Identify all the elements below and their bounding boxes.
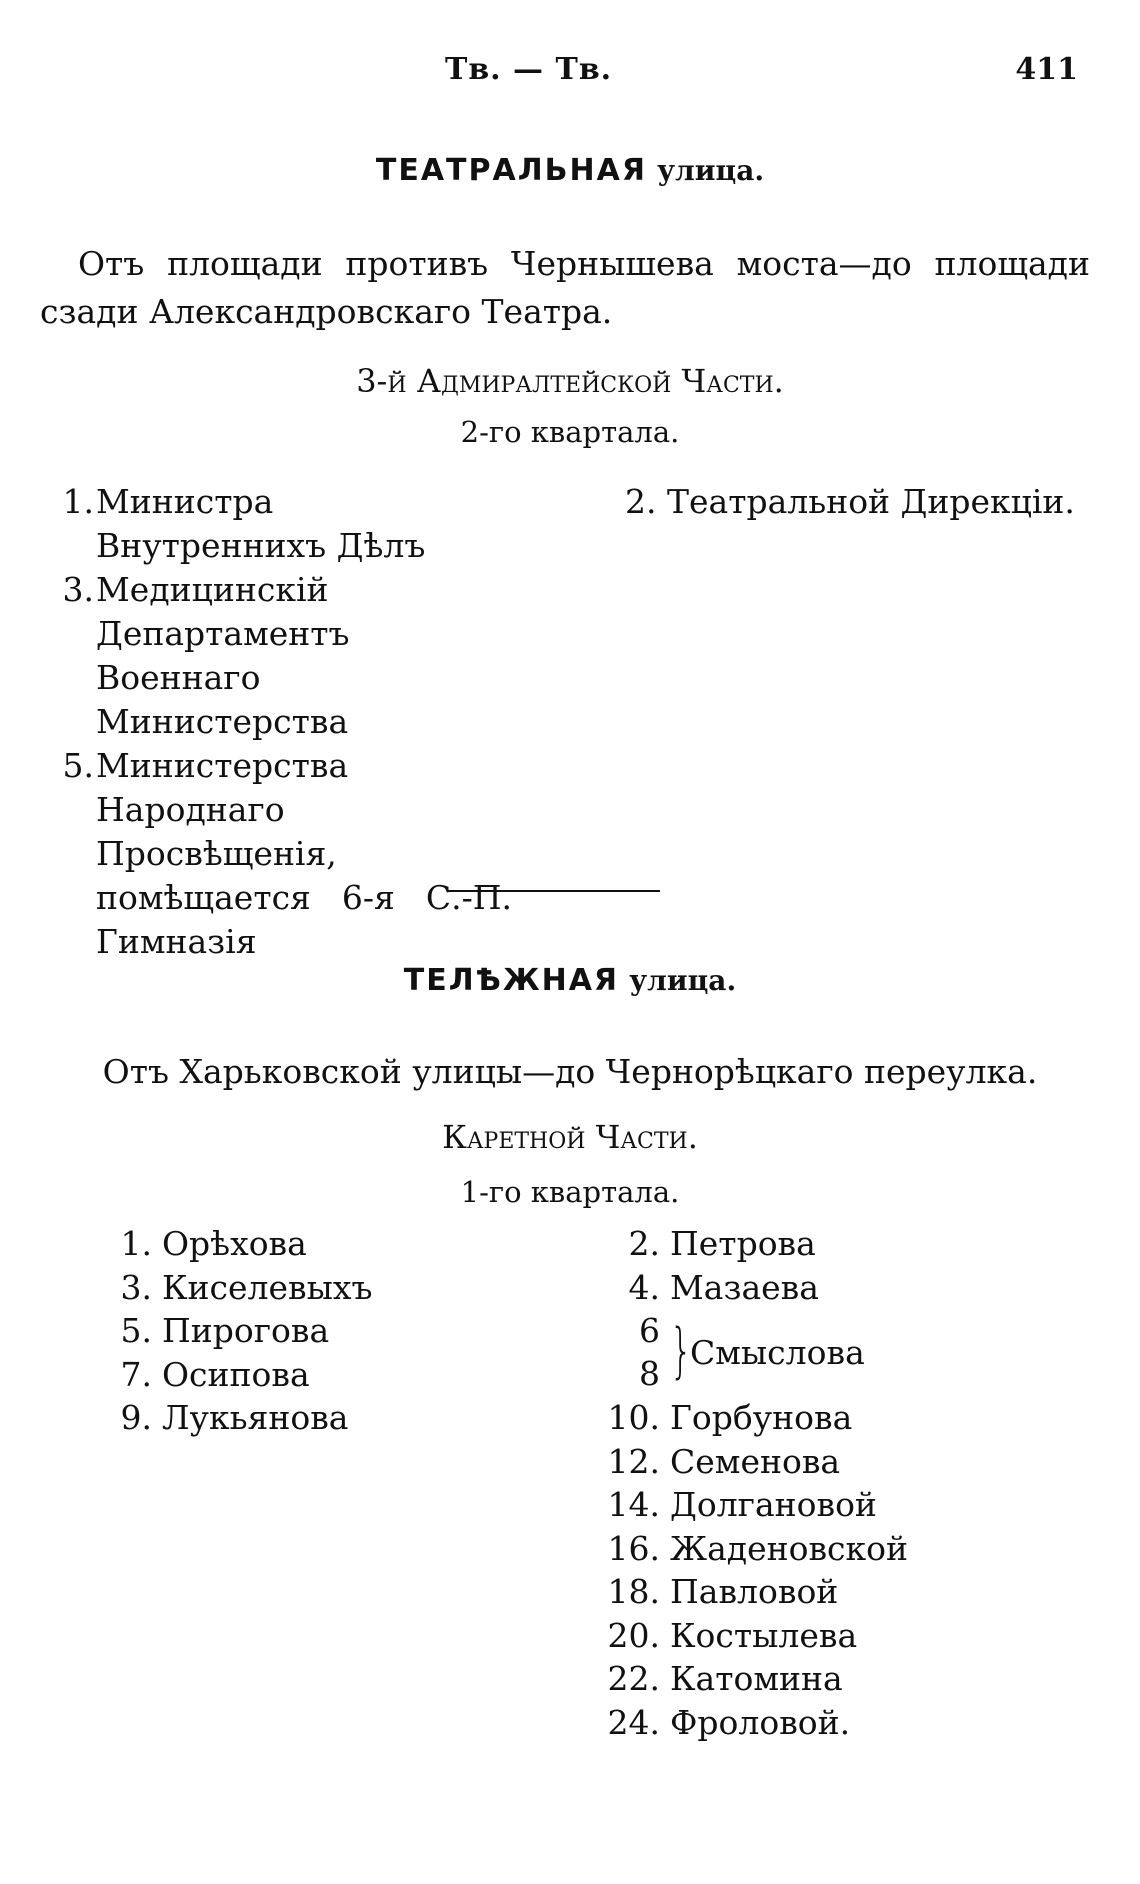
page-number: 411 — [1015, 52, 1078, 87]
list-item: 2. Петрова — [628, 1224, 816, 1263]
running-head — [0, 52, 1140, 92]
street2-left-entries — [110, 1222, 470, 1440]
list-item: 1. Орѣхова — [120, 1224, 307, 1263]
list-item: 3. Медицинскій Департаментъ Военнаго Министерства — [62, 570, 350, 741]
street-name: ТЕАТРАЛЬНАЯ — [375, 153, 647, 188]
street1-right-entries — [625, 480, 1105, 524]
police-part-2: Каретной Части. — [442, 1118, 698, 1156]
list-item: 24. Фроловой. — [607, 1702, 851, 1742]
list-item: 2. Театральной Дирекціи. — [625, 482, 1075, 521]
street-route-1: Отъ площади противъ Чернышева моста—до площади сзади Александровскаго Театра. — [40, 244, 1090, 331]
list-item: 3. Киселевыхъ — [120, 1267, 373, 1307]
quarter-2: 1-го квартала. — [460, 1175, 680, 1209]
street1-left-entries — [42, 480, 512, 964]
street2-right-entries — [598, 1222, 1058, 1744]
street-title-1 — [0, 150, 1140, 188]
street-route-2: Отъ Харьковской улицы—до Чернорѣцкаго переулка. — [102, 1052, 1038, 1091]
list-item: 12. Семенова — [607, 1441, 841, 1481]
street-type: улица. — [657, 154, 765, 187]
list-item: 5. Пирогова — [120, 1311, 330, 1350]
police-part-1: 3-й Адмиралтейской Части. — [356, 362, 784, 400]
list-item: 4. Мазаева — [628, 1267, 819, 1307]
brace-glyph: } — [669, 1316, 693, 1386]
list-item: 9. Лукьянова — [120, 1398, 349, 1437]
street-name: ТЕЛѢЖНАЯ — [403, 963, 620, 998]
list-item: 5. Министерства Народнаго Просвѣщенія, помѣщается 6-я С.-П. Гимназія — [62, 746, 512, 961]
list-item: 18. Павловой — [607, 1572, 839, 1611]
running-title: Тв. — Тв. — [445, 52, 613, 87]
quarter-1: 2-го квартала. — [460, 415, 680, 449]
list-item: 20. Костылева — [607, 1615, 858, 1655]
list-item: 10. Горбунова — [607, 1398, 853, 1437]
section-divider — [448, 890, 660, 892]
list-item: 16. Жаденовской — [607, 1528, 909, 1568]
list-item: 7. Осипова — [120, 1354, 310, 1394]
list-item: 14. Долгановой — [607, 1485, 877, 1524]
list-item: 1. Министра Внутреннихъ Дѣлъ — [62, 482, 426, 565]
street-type: улица. — [629, 964, 737, 997]
street-title-2 — [0, 960, 1140, 998]
brace-entry: 6 8 } Смыслова — [639, 1311, 865, 1393]
list-item: 22. Катомина — [607, 1659, 843, 1698]
